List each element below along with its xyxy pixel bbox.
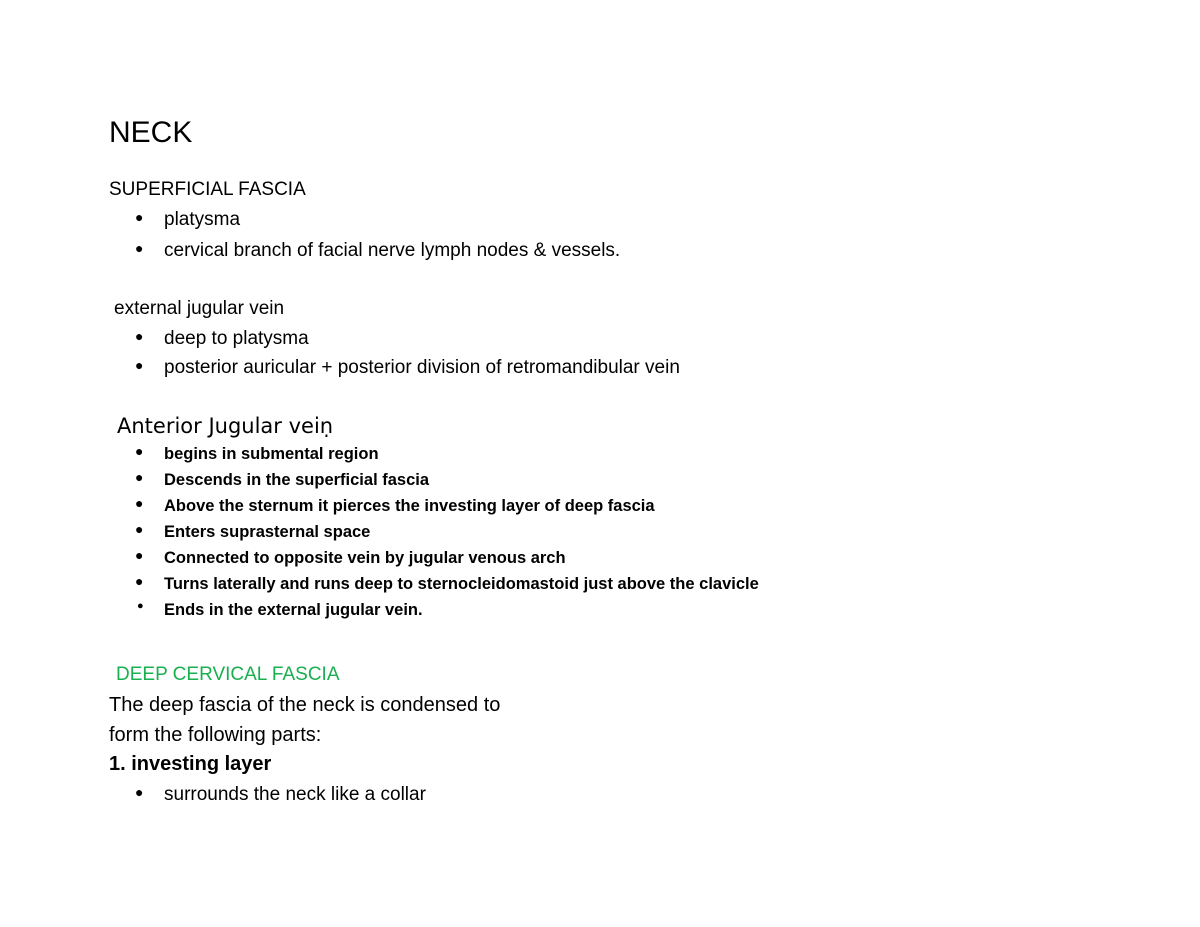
bullet-icon: ● [135, 357, 144, 373]
list-item: Above the sternum it pierces the investing layer of deep fascia [164, 497, 655, 515]
paragraph-line: The deep fascia of the neck is condensed to [109, 694, 501, 716]
page-title: NECK [109, 116, 193, 149]
external-jugular-heading: external jugular vein [114, 298, 285, 319]
bullet-icon: ● [135, 573, 144, 589]
bullet-icon: ● [135, 209, 144, 225]
list-item: posterior auricular + posterior division of retromandibular vein [164, 357, 680, 378]
list-item: Turns laterally and runs deep to sternocleidomastoid just above the clavicle [164, 575, 759, 593]
list-item: platysma [164, 209, 241, 230]
item-label: investing layer [131, 753, 272, 775]
bullet-icon: ● [135, 495, 144, 511]
bullet-icon: ● [137, 600, 144, 612]
item-number: 1. [109, 753, 126, 775]
list-item: deep to platysma [164, 328, 309, 349]
bullet-icon: ● [135, 784, 144, 800]
bullet-icon: ● [135, 547, 144, 563]
list-item: begins in submental region [164, 445, 379, 463]
bullet-icon: ● [135, 443, 144, 459]
list-item: Descends in the superficial fascia [164, 471, 430, 489]
bullet-icon: ● [135, 469, 144, 485]
deep-cervical-fascia-heading: DEEP CERVICAL FASCIA [116, 664, 340, 685]
bullet-icon: ● [135, 328, 144, 344]
list-item: Enters suprasternal space [164, 523, 371, 541]
numbered-item [109, 750, 271, 778]
anterior-jugular-heading: Anterior Jugular veiṇ [117, 414, 334, 438]
bullet-icon: ● [135, 521, 144, 537]
list-item: surrounds the neck like a collar [164, 784, 426, 805]
bullet-icon: ● [135, 240, 144, 256]
list-item: cervical branch of facial nerve lymph nodes & vessels. [164, 240, 621, 261]
paragraph-line: form the following parts: [109, 724, 322, 746]
superficial-fascia-heading: SUPERFICIAL FASCIA [109, 179, 306, 200]
list-item: Ends in the external jugular vein. [164, 601, 423, 619]
list-item: Connected to opposite vein by jugular venous arch [164, 549, 566, 567]
